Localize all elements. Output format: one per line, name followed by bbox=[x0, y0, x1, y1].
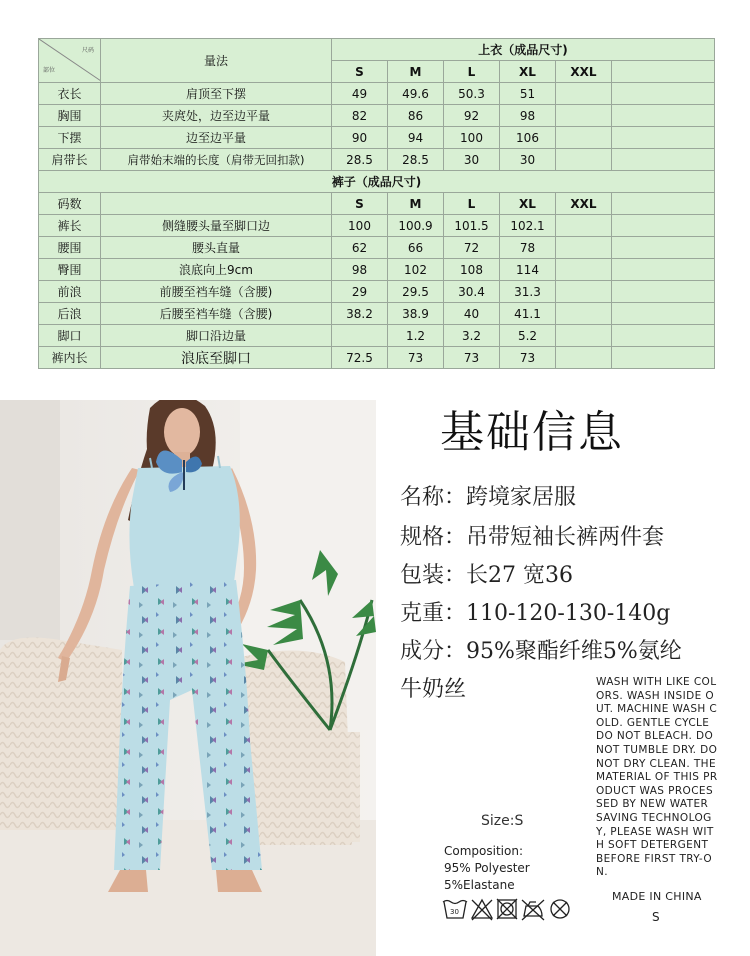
top-group-title: 上衣（成品尺寸) bbox=[332, 39, 715, 61]
part-cell: 裤内长 bbox=[39, 347, 101, 369]
value-cell bbox=[556, 259, 612, 281]
empty-cell bbox=[612, 149, 715, 171]
part-cell: 胸围 bbox=[39, 105, 101, 127]
empty-cell bbox=[612, 237, 715, 259]
value-cell: 62 bbox=[332, 237, 388, 259]
value-cell: 98 bbox=[332, 259, 388, 281]
part-cell: 肩带长 bbox=[39, 149, 101, 171]
care-line: WASH WITH LIKE COL bbox=[596, 676, 717, 688]
corner-size-label: 尺码 bbox=[81, 47, 94, 54]
method-cell: 肩带始末端的长度（肩带无回扣款) bbox=[101, 149, 332, 171]
table-row bbox=[39, 127, 715, 149]
no-iron-icon bbox=[522, 900, 544, 920]
table-row bbox=[39, 303, 715, 325]
care-symbols bbox=[442, 896, 582, 922]
method-cell: 前腰至裆车缝（含腰) bbox=[101, 281, 332, 303]
top-size-header: S bbox=[332, 61, 388, 83]
method-cell: 侧缝腰头量至脚口边 bbox=[101, 215, 332, 237]
corner-part-label: 部位 bbox=[43, 67, 56, 74]
value-cell: 73 bbox=[500, 347, 556, 369]
method-cell: 夹庹处，边至边平量 bbox=[101, 105, 332, 127]
value-cell: 38.9 bbox=[388, 303, 444, 325]
empty-cell bbox=[612, 215, 715, 237]
value-cell bbox=[556, 149, 612, 171]
value-cell: 1.2 bbox=[388, 325, 444, 347]
value-cell: 102.1 bbox=[500, 215, 556, 237]
value-cell: 100 bbox=[332, 215, 388, 237]
value-cell: 86 bbox=[388, 105, 444, 127]
part-cell: 后浪 bbox=[39, 303, 101, 325]
label-composition bbox=[444, 843, 530, 894]
value-cell: 30.4 bbox=[444, 281, 500, 303]
table-row bbox=[39, 215, 715, 237]
value-cell: 73 bbox=[444, 347, 500, 369]
composition-line: 5%Elastane bbox=[444, 878, 515, 892]
pants-size-header: L bbox=[444, 193, 500, 215]
value-cell: 51 bbox=[500, 83, 556, 105]
top-size-header: XL bbox=[500, 61, 556, 83]
pants-group-title: 裤子（成品尺寸) bbox=[39, 171, 715, 193]
value-cell: 30 bbox=[444, 149, 500, 171]
empty-cell bbox=[612, 259, 715, 281]
value-cell: 98 bbox=[500, 105, 556, 127]
info-name: 名称：跨境家居服 bbox=[400, 485, 577, 510]
value-cell: 90 bbox=[332, 127, 388, 149]
care-line: NOT TUMBLE DRY. DO bbox=[596, 743, 718, 756]
table-row bbox=[39, 259, 715, 281]
pants-size-header: S bbox=[332, 193, 388, 215]
value-cell: 49.6 bbox=[388, 83, 444, 105]
value-cell bbox=[556, 325, 612, 347]
composition-heading: Composition: bbox=[444, 844, 523, 858]
value-cell: 102 bbox=[388, 259, 444, 281]
product-photo bbox=[0, 400, 376, 956]
empty-cell bbox=[612, 127, 715, 149]
composition-line: 95% Polyester bbox=[444, 861, 530, 875]
value-cell: 72.5 bbox=[332, 347, 388, 369]
value-cell: 29.5 bbox=[388, 281, 444, 303]
care-line: UT. MACHINE WASH C bbox=[596, 703, 718, 716]
corner-cell bbox=[39, 39, 101, 83]
value-cell bbox=[556, 347, 612, 369]
value-cell: 108 bbox=[444, 259, 500, 281]
part-cell: 腰围 bbox=[39, 237, 101, 259]
value-cell: 40 bbox=[444, 303, 500, 325]
method-cell: 浪底至脚口 bbox=[101, 347, 332, 369]
value-cell: 30 bbox=[500, 149, 556, 171]
value-cell: 3.2 bbox=[444, 325, 500, 347]
value-cell: 49 bbox=[332, 83, 388, 105]
empty-cell bbox=[612, 303, 715, 325]
value-cell bbox=[556, 215, 612, 237]
care-line: BEFORE FIRST TRY-O bbox=[596, 852, 713, 865]
info-weight: 克重：110-120-130-140g bbox=[400, 601, 671, 626]
care-line: ODUCT WAS PROCES bbox=[596, 784, 714, 797]
value-cell: 78 bbox=[500, 237, 556, 259]
value-cell bbox=[332, 325, 388, 347]
method-cell: 肩顶至下摆 bbox=[101, 83, 332, 105]
info-title: 基础信息 bbox=[440, 407, 624, 458]
method-cell: 浪底向上9cm bbox=[101, 259, 332, 281]
top-size-header: XXL bbox=[556, 61, 612, 83]
care-line: OLD. GENTLE CYCLE bbox=[596, 716, 710, 729]
value-cell: 5.2 bbox=[500, 325, 556, 347]
pants-size-header: XL bbox=[500, 193, 556, 215]
value-cell: 100.9 bbox=[388, 215, 444, 237]
wash-30-icon bbox=[443, 901, 467, 919]
value-cell bbox=[556, 237, 612, 259]
empty-cell bbox=[612, 281, 715, 303]
method-cell: 脚口沿边量 bbox=[101, 325, 332, 347]
part-cell: 脚口 bbox=[39, 325, 101, 347]
value-cell: 66 bbox=[388, 237, 444, 259]
care-line: Y, PLEASE WASH WIT bbox=[596, 825, 714, 838]
value-cell bbox=[556, 105, 612, 127]
table-row bbox=[39, 105, 715, 127]
value-cell bbox=[556, 127, 612, 149]
method-header: 量法 bbox=[101, 39, 332, 83]
value-cell: 101.5 bbox=[444, 215, 500, 237]
value-cell: 50.3 bbox=[444, 83, 500, 105]
care-line: SAVING TECHNOLOG bbox=[596, 811, 712, 824]
part-cell: 前浪 bbox=[39, 281, 101, 303]
value-cell: 31.3 bbox=[500, 281, 556, 303]
value-cell: 28.5 bbox=[332, 149, 388, 171]
method-cell: 腰头直量 bbox=[101, 237, 332, 259]
value-cell: 82 bbox=[332, 105, 388, 127]
value-cell: 38.2 bbox=[332, 303, 388, 325]
care-line: MATERIAL OF THIS PR bbox=[596, 771, 718, 784]
model-illustration bbox=[0, 400, 376, 956]
part-cell: 臀围 bbox=[39, 259, 101, 281]
empty-cell bbox=[612, 83, 715, 105]
pants-size-header: XXL bbox=[556, 193, 612, 215]
info-spec: 规格：吊带短袖长裤两件套 bbox=[400, 525, 665, 550]
value-cell: 100 bbox=[444, 127, 500, 149]
top-size-header: L bbox=[444, 61, 500, 83]
wash-temp-label: 30 bbox=[450, 908, 459, 916]
made-in-size: S bbox=[652, 910, 660, 924]
no-tumble-dry-icon bbox=[497, 899, 517, 919]
care-line: NOT DRY CLEAN. THE bbox=[596, 757, 717, 770]
part-cell: 衣长 bbox=[39, 83, 101, 105]
info-fabric: 牛奶丝 bbox=[400, 677, 467, 702]
value-cell: 106 bbox=[500, 127, 556, 149]
table-row bbox=[39, 149, 715, 171]
table-row bbox=[39, 281, 715, 303]
info-package: 包装：长27 宽36 bbox=[400, 563, 573, 588]
made-in-label: MADE IN CHINA bbox=[612, 890, 702, 903]
table-row bbox=[39, 83, 715, 105]
empty-cell bbox=[612, 347, 715, 369]
empty-cell bbox=[612, 61, 715, 83]
no-dry-clean-icon bbox=[551, 900, 569, 918]
size-table bbox=[38, 38, 715, 369]
pants-size-header: M bbox=[388, 193, 444, 215]
value-cell bbox=[556, 83, 612, 105]
value-cell: 92 bbox=[444, 105, 500, 127]
no-bleach-icon bbox=[472, 900, 492, 920]
value-cell: 29 bbox=[332, 281, 388, 303]
care-line: N. bbox=[596, 866, 608, 879]
info-composition: 成分：95%聚酯纤维5%氨纶 bbox=[400, 639, 682, 664]
empty-cell bbox=[612, 105, 715, 127]
value-cell: 72 bbox=[444, 237, 500, 259]
empty-cell bbox=[101, 193, 332, 215]
value-cell: 114 bbox=[500, 259, 556, 281]
table-row bbox=[39, 237, 715, 259]
value-cell bbox=[556, 281, 612, 303]
table-row bbox=[39, 325, 715, 347]
table-row bbox=[39, 347, 715, 369]
empty-cell bbox=[612, 193, 715, 215]
value-cell bbox=[556, 303, 612, 325]
top-size-header: M bbox=[388, 61, 444, 83]
empty-cell bbox=[612, 325, 715, 347]
part-cell: 裤长 bbox=[39, 215, 101, 237]
part-cell: 下摆 bbox=[39, 127, 101, 149]
care-line: SED BY NEW WATER bbox=[596, 798, 709, 811]
care-instructions bbox=[596, 676, 744, 880]
value-cell: 94 bbox=[388, 127, 444, 149]
value-cell: 73 bbox=[388, 347, 444, 369]
method-cell: 边至边平量 bbox=[101, 127, 332, 149]
value-cell: 28.5 bbox=[388, 149, 444, 171]
method-cell: 后腰至裆车缝（含腰) bbox=[101, 303, 332, 325]
label-size: Size:S bbox=[481, 813, 524, 829]
care-line: ORS. WASH INSIDE O bbox=[596, 689, 715, 702]
care-line: H SOFT DETERGENT bbox=[596, 839, 709, 852]
care-line: DO NOT BLEACH. DO bbox=[596, 730, 714, 743]
value-cell: 41.1 bbox=[500, 303, 556, 325]
size-label-cell: 码数 bbox=[39, 193, 101, 215]
